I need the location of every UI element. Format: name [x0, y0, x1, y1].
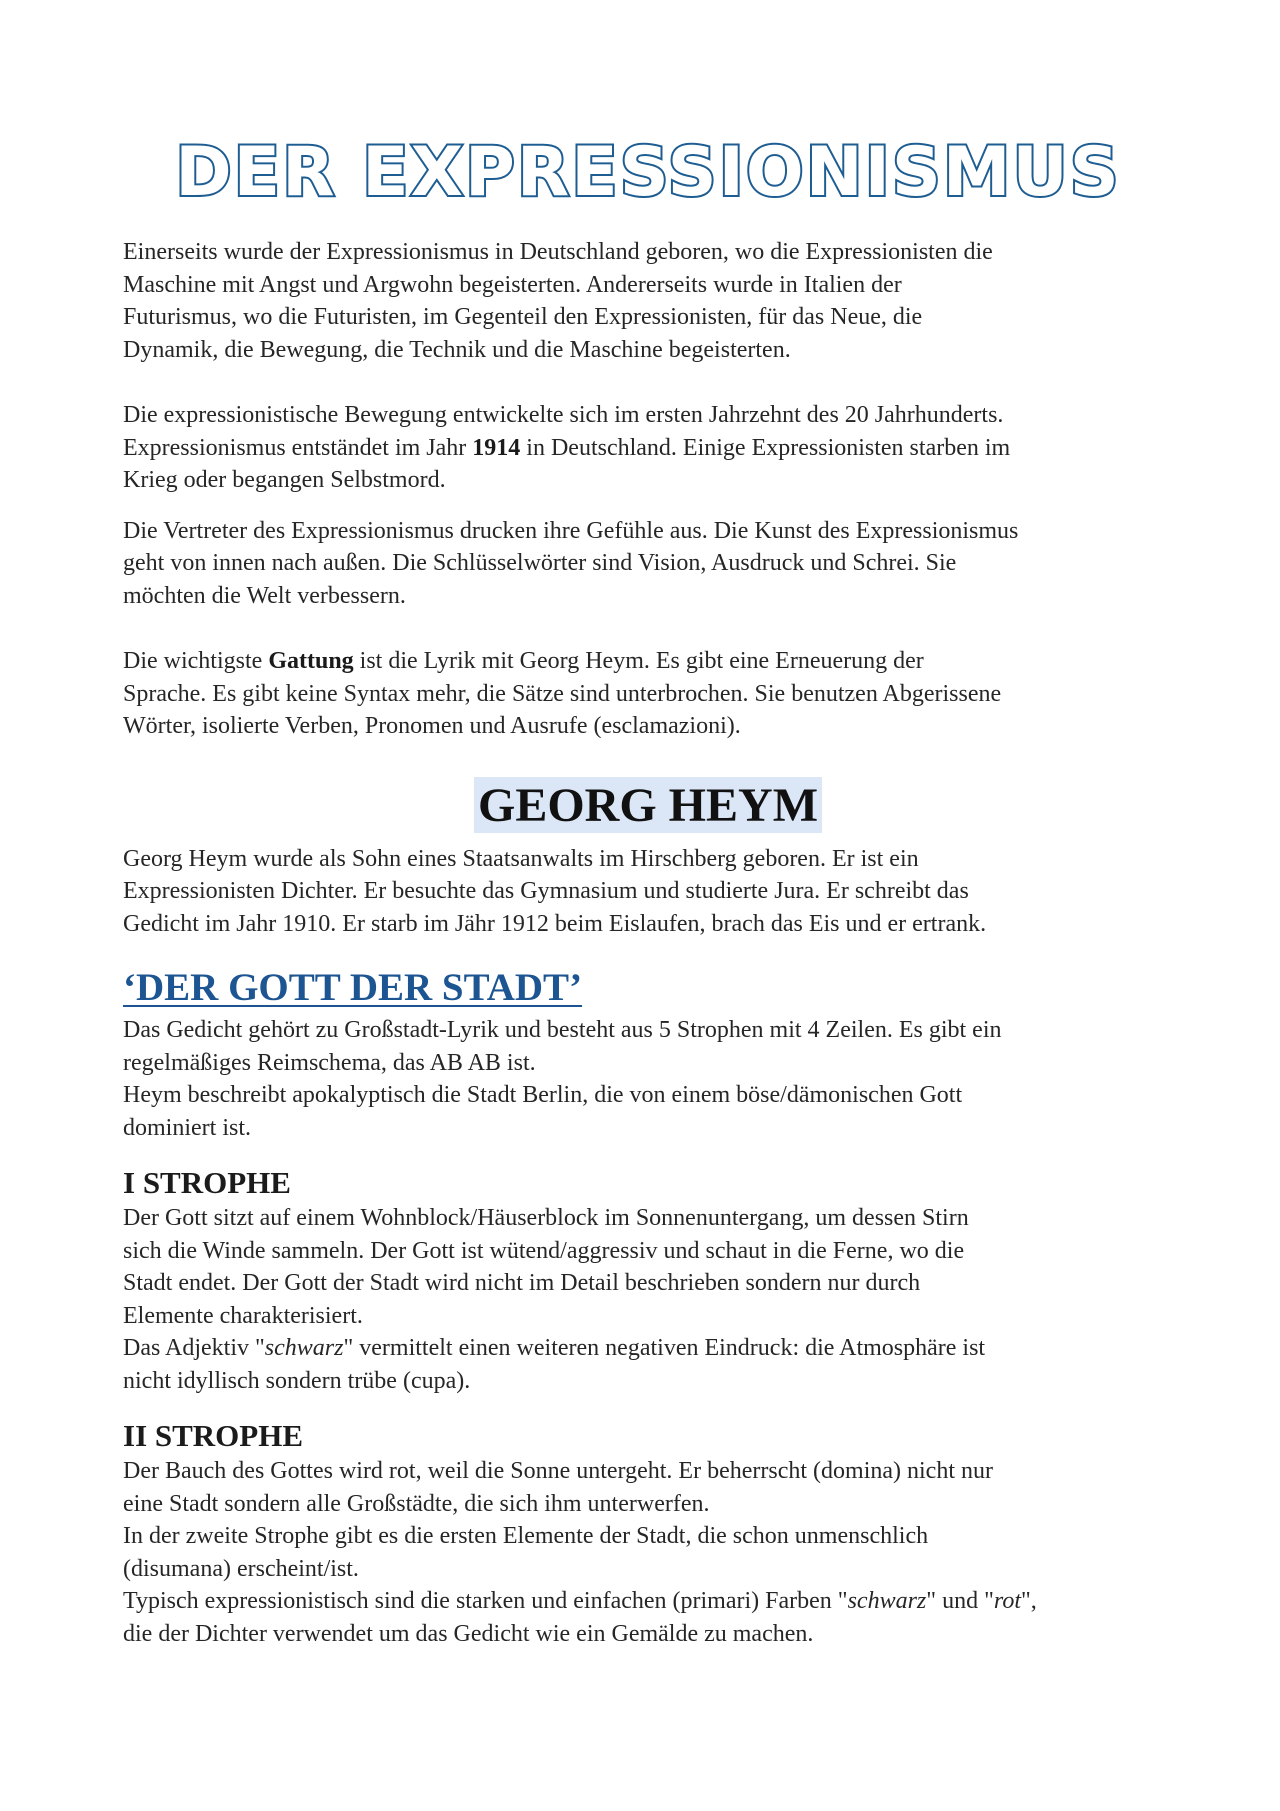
text-line: eine Stadt sondern alle Großstädte, die sich ihm unterwerfen.: [123, 1490, 710, 1517]
text-line: In der zweite Strophe gibt es die ersten Elemente der Stadt, die schon unmenschlich: [123, 1523, 929, 1549]
italic-word: schwarz: [847, 1588, 927, 1614]
text-line: Die Vertreter des Expressionismus drucken ihre Gefühle aus. Die Kunst des Expressionismus: [123, 517, 1019, 544]
bold-term: Gattung: [268, 648, 354, 674]
document-page: [123, 130, 1173, 1650]
text-line: Die expressionistische Bewegung entwickelte sich im ersten Jahrzehnt des 20 Jahrhunderts.: [123, 402, 1004, 428]
text-line: geht von innen nach außen. Die Schlüsselwörter sind Vision, Ausdruck und Schrei. Sie: [123, 550, 957, 576]
text-run: Expressionismus entständet im Jahr: [123, 434, 473, 461]
section-heading-strophe-1: I STROPHE: [123, 1165, 291, 1200]
text-run: " und ": [926, 1588, 994, 1614]
text-line: sich die Winde sammeln. Der Gott ist wütend/aggressiv und schaut in die Ferne, wo die: [123, 1237, 965, 1264]
text-line: [123, 645, 1173, 678]
text-line: Elemente charakterisiert.: [123, 1302, 363, 1329]
text-line: möchten die Welt verbessern.: [123, 582, 406, 609]
text-line: die der Dichter verwendet um das Gedicht wie ein Gemälde zu machen.: [123, 1620, 814, 1647]
text-line: Der Bauch des Gottes wird rot, weil die Sonne untergeht. Er beherrscht (domina) nicht nur: [123, 1458, 993, 1484]
strophe-1-paragraph: [123, 1202, 1173, 1397]
text-run: " vermittelt einen weiteren negativen Eindruck: die Atmosphäre ist: [343, 1335, 986, 1361]
intro-paragraph-2: [123, 399, 1173, 497]
text-line: Der Gott sitzt auf einem Wohnblock/Häuserblock im Sonnenuntergang, um dessen Stirn: [123, 1205, 969, 1231]
poem-paragraph: [123, 1014, 1173, 1144]
text-line: Futurismus, wo die Futuristen, im Gegenteil den Expressionisten, für das Neue, die: [123, 304, 923, 330]
text-line: Dynamik, die Bewegung, die Technik und die Maschine begeisterten.: [123, 336, 791, 363]
text-run: Typisch expressionistisch sind die starken und einfachen (primari) Farben ": [123, 1588, 848, 1614]
text-line: Expressionisten Dichter. Er besuchte das Gymnasium und studierte Jura. Er schreibt das: [123, 878, 969, 904]
section-heading-poem: ‘DER GOTT DER STADT’: [123, 966, 583, 1009]
intro-paragraph-4: [123, 645, 1173, 743]
italic-word: schwarz: [264, 1335, 344, 1361]
strophe-2-paragraph: [123, 1455, 1173, 1650]
intro-paragraph-1: [123, 236, 1173, 366]
section-heading-strophe-2: II STROPHE: [123, 1418, 304, 1453]
text-line: (disumana) erscheint/ist.: [123, 1555, 359, 1582]
text-run: ist die Lyrik mit Georg Heym. Es gibt eine Erneuerung der: [353, 648, 924, 674]
section-heading-georg-heym: [123, 777, 1173, 840]
text-line: dominiert ist.: [123, 1114, 251, 1141]
italic-word: rot: [993, 1588, 1021, 1614]
text-line: Georg Heym wurde als Sohn eines Staatsanwalts im Hirschberg geboren. Er ist ein: [123, 845, 919, 872]
text-line: nicht idyllisch sondern trübe (cupa).: [123, 1367, 471, 1394]
text-line: Maschine mit Angst und Argwohn begeisterten. Andererseits wurde in Italien der: [123, 271, 902, 298]
text-line: Das Gedicht gehört zu Großstadt-Lyrik und besteht aus 5 Strophen mit 4 Zeilen. Es gibt ein: [123, 1017, 1002, 1043]
text-line: Wörter, isolierte Verben, Pronomen und Ausrufe (esclamazioni).: [123, 713, 741, 739]
text-line: [123, 1585, 1173, 1618]
text-line: Sprache. Es gibt keine Syntax mehr, die Sätze sind unterbrochen. Sie benutzen Abgerissene: [123, 680, 1002, 707]
text-line: Krieg oder begangen Selbstmord.: [123, 467, 446, 493]
text-line: [123, 432, 1173, 465]
text-line: regelmäßiges Reimschema, das AB AB ist.: [123, 1049, 536, 1076]
page-title: DER EXPRESSIONISMUS: [175, 133, 1121, 212]
text-run: in Deutschland. Einige Expressionisten starben im: [520, 434, 1011, 461]
text-run: ",: [1021, 1588, 1037, 1614]
highlighted-heading: GEORG HEYM: [474, 777, 822, 833]
text-run: Die wichtigste: [123, 648, 269, 674]
text-line: Heym beschreibt apokalyptisch die Stadt Berlin, die von einem böse/dämonischen Gott: [123, 1082, 963, 1108]
bold-year: 1914: [472, 434, 521, 461]
text-line: Stadt endet. Der Gott der Stadt wird nicht im Detail beschrieben sondern nur durch: [123, 1270, 921, 1296]
intro-paragraph-3: [123, 515, 1173, 613]
heym-paragraph: [123, 843, 1173, 941]
text-run: Das Adjektiv ": [123, 1335, 265, 1361]
text-line: [123, 1332, 1173, 1365]
text-line: Gedicht im Jahr 1910. Er starb im Jähr 1912 beim Eislaufen, brach das Eis und er ertrank.: [123, 910, 987, 937]
text-line: Einerseits wurde der Expressionismus in Deutschland geboren, wo die Expressionisten die: [123, 239, 993, 265]
